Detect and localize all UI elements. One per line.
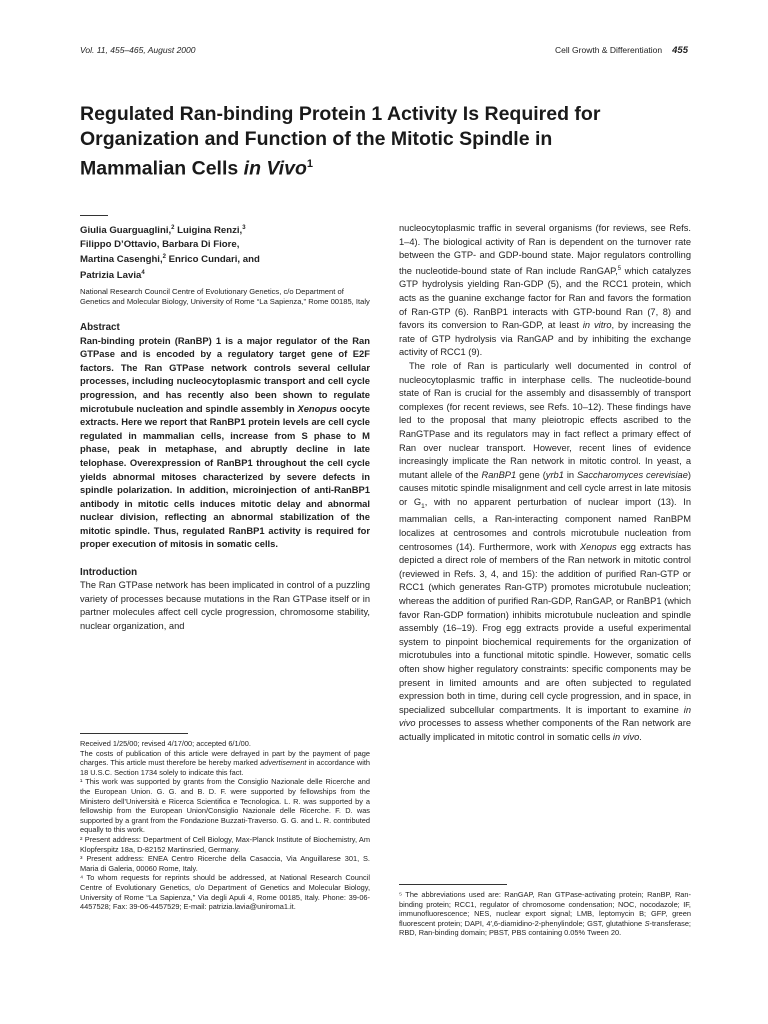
footnote-1: ¹ This work was supported by grants from the Consiglio Nazionale delle Ricerche and the European Union. G. G. and B. D. F. were supported by fellowships from the Ministero dell’Università e Ricerca Scientifica e Tecnologica. L. R. was supported by a fellowship from the European Union/Consiglio Nazionale delle Ricerche. F. D. was supported by a grant from the Fondazione Buzzati-Traverso. G. G. and L. R. contributed equally to this work. [80,777,370,835]
footnotes-left [80,733,370,912]
text-part: , by increasing the rate of GTP hydrolysis via RanGAP and by inhibiting the exchange activity of RCC1 (9). [399,320,691,358]
subscript: 1 [421,502,425,510]
text-part: which catalyzes GTP hydrolysis yielding Ran-GDP (5), and the RCC1 protein, which acts as the guanine exchange factor for Ran and favors the formation of Ran-GTP (6). RanBP1 interacts with GTP-bound Ran (7, 8) and favors its conversion to Ran-GDP, at least [399,265,691,331]
title-line-1: Regulated Ran-binding Protein 1 Activity Is Required for [80,103,601,125]
journal-info [555,45,688,56]
note-part: ⁵ The abbreviations used are: RanGAP, Ran GTPase-activating protein; RanBP, Ran-binding protein; RCC1, regulator of chromosome condensation; NOC, nocodazole; IF, immunofluorescence; NES, nuclear export signal; LMB, leptomycin B; GFP, green fluorescent protein; DAPI, 4′,6-diamidino-2-phenylindole; GST, glutathione [399,890,691,928]
note-part: in accordance with 18 U.S.C. Section 1734 solely to indicate this fact. [80,758,371,777]
footnote-2: ² Present address: Department of Cell Biology, Max-Planck Institute of Biochemistry, Am Klopferspitz 18a, D-82152 Martinsried, Germany. [80,834,370,854]
title-line-3 [80,152,700,182]
divider [80,215,108,216]
title-italic: in Vivo [243,157,307,180]
text-part: . [639,731,642,742]
title-text: Mammalian Cells [80,157,244,180]
note-part: -transferase; RBD, Ran-binding domain; PBST, PBS containing 0.05% Tween 20. [399,918,691,938]
footnote-divider [399,884,507,885]
introduction-paragraph: The Ran GTPase network has been implicated in control of a puzzling variety of processes because mutations in the Ran GTPase itself or in partner molecules affect cell cycle progression, chromosome stability, nuclear organization, and [80,580,370,631]
text-italic: in vitro [582,320,612,331]
footnote-5 [399,890,691,938]
authors-line-4 [80,267,370,283]
text-italic: in vivo [612,731,640,742]
page-number: 455 [672,45,688,56]
authors-line-3 [80,251,370,267]
text-part: ) causes mitotic spindle misalignment and cell cycle arrest in late mitosis or G [399,469,692,507]
footnote-mark: 5 [617,265,622,272]
text-italic: Xenopus [579,541,617,552]
note-part: The costs of publication of this article were defrayed in part by the payment of page charges. This article must therefore be hereby marked [80,748,370,768]
abstract-heading: Abstract [80,321,120,333]
footnote-3: ³ Present address: ENEA Centro Ricerche della Casaccia, Via Anguillarese 301, S. Maria di Galeria, 00060 Rome, Italy. [80,854,370,873]
left-column [80,222,370,633]
abstract-part: oocyte extracts. Here we report that RanBP1 protein levels are cell cycle regulated in mammalian cells, increase from S phase to M phase, peak in metaphase, and abruptly decline in late telophase. Overexpression of RanBP1 throughout the cell cycle yields abnormal mitoses characterized by severe defects in spindle polarization. In addition, microinjection of anti-RanBP1 antibody in mitotic cells induces mitotic delay and abnormal nuclear division, reflecting an abnormal stabilization of the mitotic spindle. Thus, regulated RanBP1 activity is required for proper execution of mitosis in somatic cells. [80,402,370,550]
author-mark: 3 [242,225,246,231]
abstract-part: Ran-binding protein (RanBP) 1 is a major regulator of the Ran GTPase and is encoded by a regulatory target gene of E2F factors. The Ran GTPase network controls several cellular processes, including nucleocytoplasmic transport and cell cycle progression, and has recently also been shown to regulate microtubule nucleation and spindle assembly in [80,334,370,414]
text-part: , with no apparent perturbation of nuclear import (13). In mammalian cells, a Ran-interacting component named RanBPM localizes at centrosomes and controls microtubule nucleation from centrosomes (14). Furthermore, work with [399,496,691,552]
author: Martina Casenghi, [80,254,163,266]
author: Giulia Guarguaglini, [80,225,172,237]
author: Enrico Cundari, and [165,254,260,266]
text-part: nucleocytoplasmic traffic in several organisms (for reviews, see Refs. 1–4). The biological activity of Ran is dependent on the turnover rate between the GTP- and GDP-bound state. Major regulators controlling the nucleotide-bound state of Ran include RanGAP, [399,223,691,276]
note-italic: advertisement [260,758,307,768]
right-column [399,222,691,745]
authors-line-1 [80,222,370,238]
text-part: processes to assess whether components of the Ran network are actually implicated in mitotic control in somatic cells [399,718,691,742]
title-footnote-mark: 1 [306,158,313,170]
body-paragraph-1 [399,222,691,360]
text-italic: RanBP1 [481,469,517,480]
text-part: The role of Ran is particularly well documented in control of nucleocytoplasmic traffic in interphase cells. The nucleotide-bound state of Ran is crucial for the assembly and disassembly of transport complexes (for recent reviews, see Refs. 10–12). These findings have led to the proposal that many pleiotropic effects ascribed to the RanGTPase and its regulators may in fact reflect a primary effect of Ran over nuclear transport. However, recent lines of evidence increasingly implicate the Ran network in mitotic control. In yeast, a mutant allele of the [399,361,691,480]
text-part: in [563,469,577,480]
running-header [80,45,688,59]
page-charges-note [80,749,370,778]
text-italic: in vivo [399,704,691,729]
abstract-text [80,334,370,552]
footnote-4: ⁴ To whom requests for reprints should be addressed, at National Research Council Centre of Evolutionary Genetics, c/o Department of Genetics and Molecular Biology, University of Rome “La Sapienza,” Via degli Apuli 4, Rome 00185, Italy. Phone: 39-06-4457528; Fax: 39-06-4457529; E-mail: patrizia.lavia@uniroma1.it. [80,873,370,912]
abstract-italic: Xenopus [297,402,338,414]
author-mark: 2 [171,225,175,231]
author: Luigina Renzi, [174,225,243,237]
body-paragraph-2 [399,360,691,744]
volume-info: Vol. 11, 455–465, August 2000 [80,45,196,55]
footnote-divider [80,733,188,734]
text-italic: Saccharomyces cerevisiae [576,469,688,480]
article-title [80,102,700,182]
text-part: gene ( [516,469,546,480]
author-list [80,222,370,283]
affiliation: National Research Council Centre of Evolutionary Genetics, c/o Department of Genetics and Molecular Biology, University of Rome “La Sapienza,” Rome 00185, Italy [80,286,370,307]
footnotes-right [399,884,691,938]
journal-name: Cell Growth & Differentiation [555,45,663,55]
introduction-heading: Introduction [80,567,138,579]
author-mark: 2 [162,254,166,261]
text-part: egg extracts has depicted a direct role of members of the Ran network in mitotic control (reviewed in Refs. 3, 4, and 15): the addition of purified Ran-GTP or RCC1 (which generates Ran-GTP) promotes microtubule nucleation; whereas the addition of purified Ran-GDP, RanGAP, or RanBP1 (which favor Ran-GDP formation) inhibits microtubule nucleation and spindle assembly (16–19). Frog egg extracts provide a useful experimental system to pinpoint biochemical requirements for the organization of microtubules into a functional mitotic spindle. However, somatic cells often show higher regulatory constraints: specific components may be present in limited amounts and are often subjected to regulated expression both in time, during cell cycle progression, and in space, in specialized subcellular compartments. It is important to examine [399,541,691,715]
authors-line-2: Filippo D’Ottavio, Barbara Di Fiore, [80,238,240,250]
author: Patrizia Lavia [80,270,142,282]
text-italic: yrb1 [545,469,564,480]
received-dates: Received 1/25/00; revised 4/17/00; accepted 6/1/00. [80,739,251,748]
author-mark: 4 [141,269,145,276]
note-italic: S [644,918,650,928]
title-line-2: Organization and Function of the Mitotic Spindle in [80,128,553,150]
